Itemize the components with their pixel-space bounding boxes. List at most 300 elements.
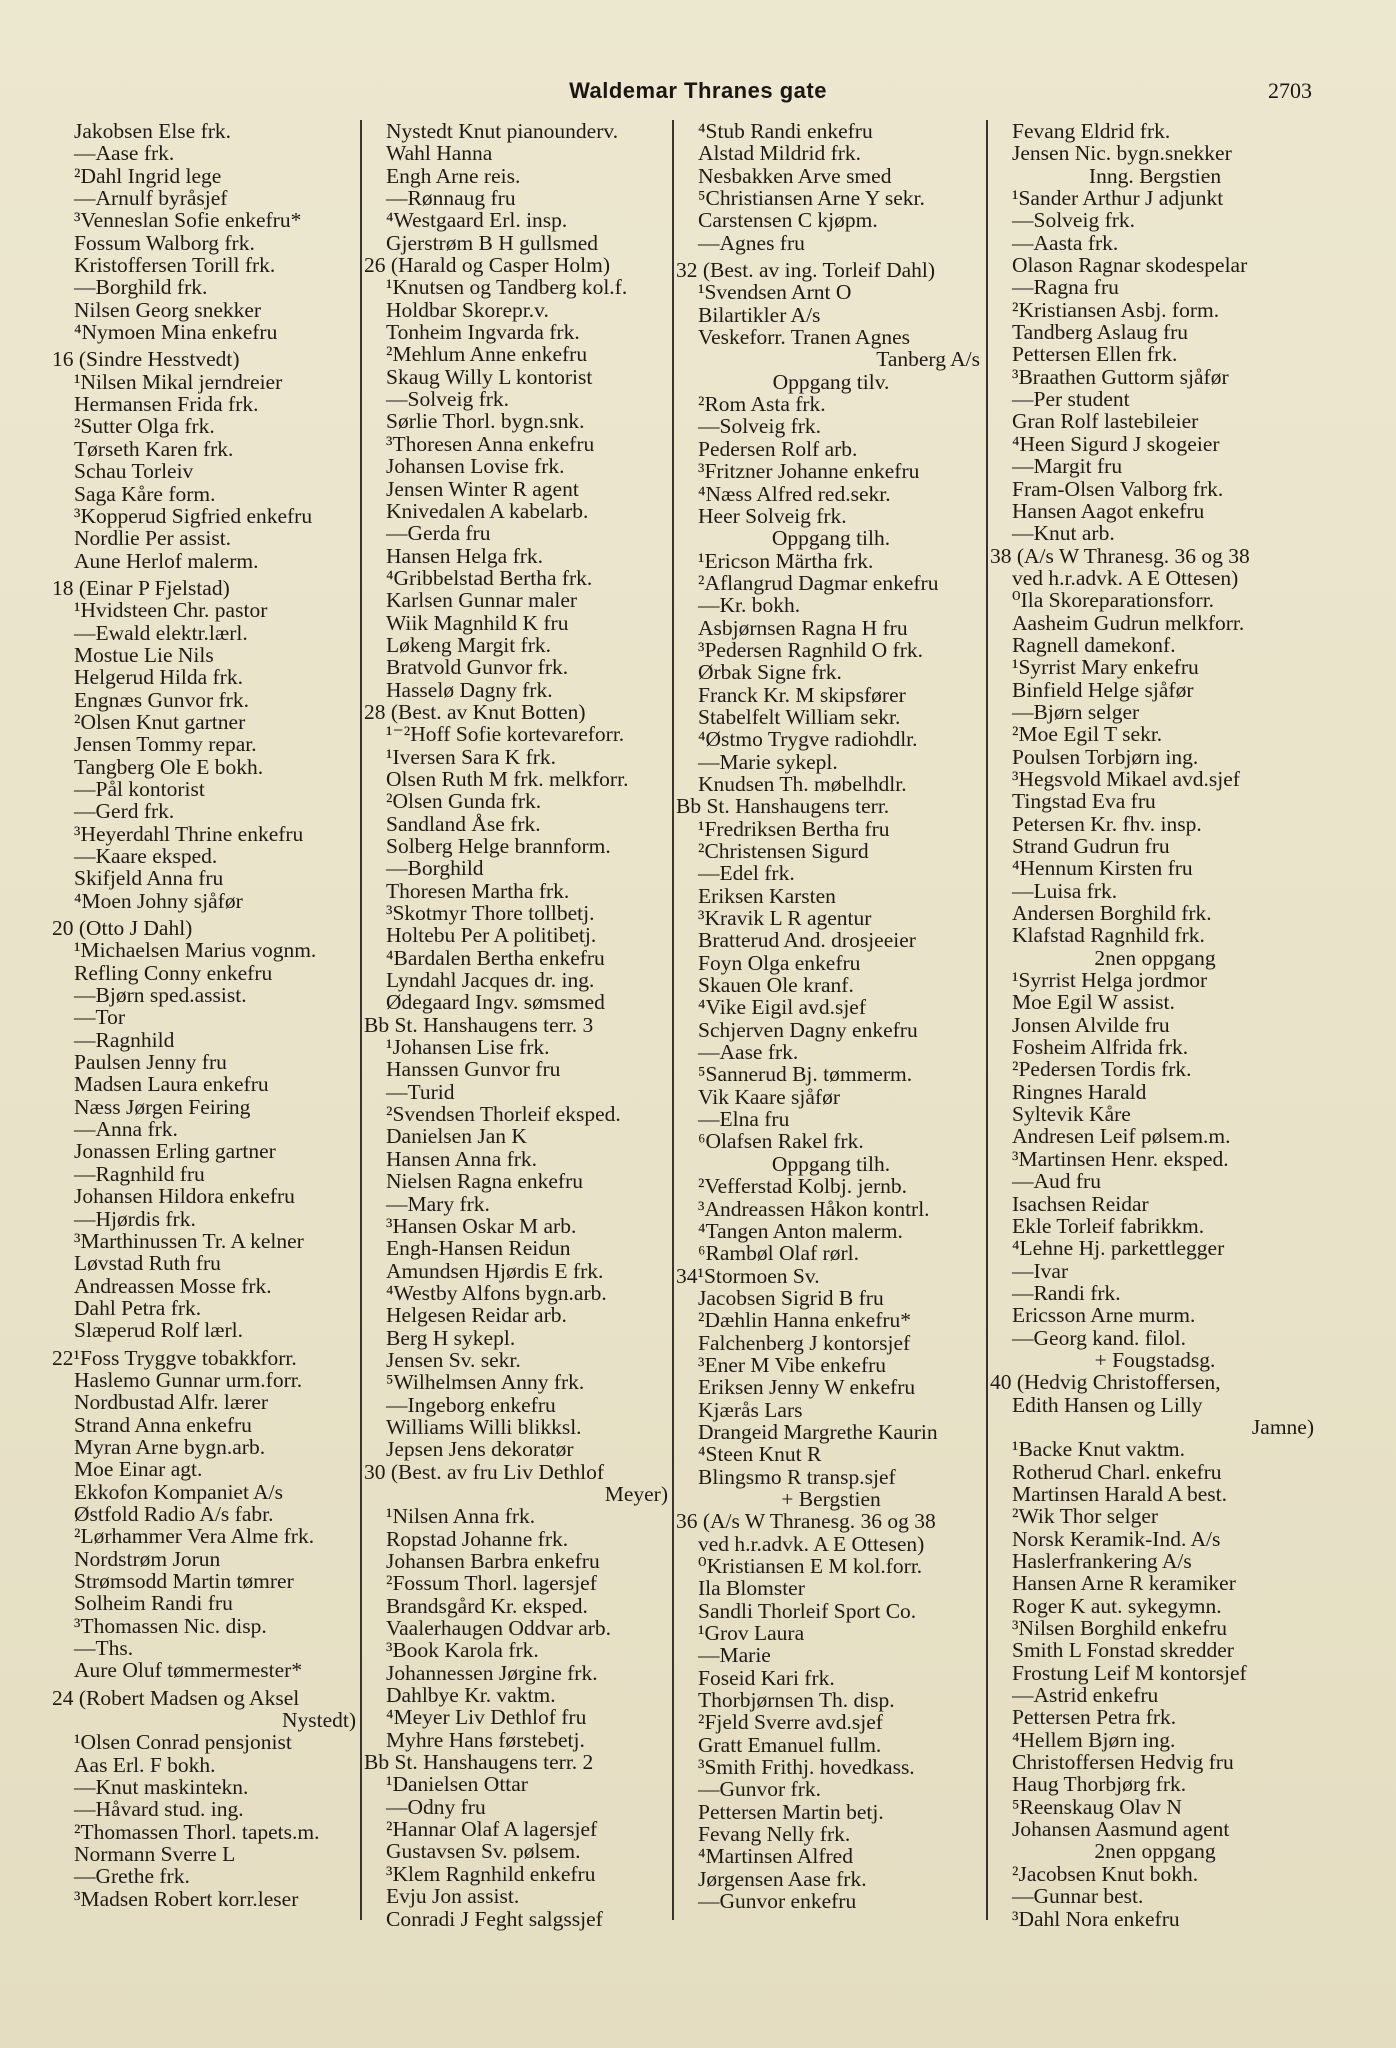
directory-entry: Bb St. Hanshaugens terr. 2 — [364, 1750, 594, 1775]
directory-entry: Pettersen Petra frk. — [1012, 1705, 1177, 1730]
directory-entry: Sandland Åse frk. — [386, 811, 541, 836]
directory-entry: Johansen Aasmund agent — [1012, 1817, 1230, 1842]
directory-entry: Olsen Ruth M frk. melkforr. — [386, 766, 629, 791]
directory-entry: 2nen oppgang — [1094, 1839, 1216, 1864]
directory-entry: ⁵Wilhelmsen Anny frk. — [386, 1370, 585, 1395]
directory-entry: Fossum Walborg frk. — [74, 230, 255, 255]
directory-entry: Gustavsen Sv. pølsem. — [386, 1839, 581, 1864]
directory-entry: —Knut arb. — [1012, 521, 1115, 546]
directory-entry: ³Ener M Vibe enkefru — [698, 1352, 887, 1377]
directory-entry: Gratt Emanuel fullm. — [698, 1732, 882, 1757]
directory-entry: ³Martinsen Henr. eksped. — [1012, 1146, 1229, 1171]
directory-entry: Næss Jørgen Feiring — [74, 1094, 251, 1119]
directory-entry: Kristoffersen Torill frk. — [74, 253, 276, 278]
directory-entry: Johansen Lovise frk. — [386, 454, 565, 479]
directory-entry: Nilsen Georg snekker — [74, 297, 262, 322]
directory-entry: Oppgang tilh. — [771, 526, 891, 551]
directory-entry: —Pål kontorist — [74, 776, 205, 801]
directory-entry: ⁴Østmo Trygve radiohdlr. — [698, 727, 918, 752]
directory-entry: 2nen oppgang — [1094, 945, 1216, 970]
directory-entry: Oppgang tilh. — [771, 1151, 891, 1176]
column-1 — [52, 120, 362, 2020]
directory-entry: ⁴Vike Eigil avd.sjef — [698, 995, 867, 1020]
directory-entry: —Gunnar best. — [1012, 1884, 1144, 1909]
directory-entry: Moe Einar agt. — [74, 1457, 203, 1482]
directory-entry: Solberg Helge brannform. — [386, 834, 611, 858]
directory-entry: Andersen Borghild frk. — [1012, 901, 1212, 926]
directory-entry: ⁵Christiansen Arne Y sekr. — [698, 186, 925, 211]
directory-entry: Bilartikler A/s — [698, 302, 821, 327]
directory-entry: Haslemo Gunnar urm.forr. — [74, 1367, 303, 1392]
directory-entry: —Ragnhild — [74, 1027, 175, 1052]
directory-entry: Skauen Ole kranf. — [698, 973, 854, 998]
directory-entry: Gjerstrøm B H gullsmed — [386, 230, 598, 255]
directory-entry: ²Olsen Gunda frk. — [386, 789, 542, 814]
directory-entry: Jensen Sv. sekr. — [386, 1347, 521, 1372]
directory-entry: Klafstad Ragnhild frk. — [1012, 923, 1205, 948]
directory-entry: ²Rom Asta frk. — [698, 392, 826, 417]
directory-entry: Løvstad Ruth fru — [74, 1251, 221, 1276]
directory-entry: Hansen Arne R keramiker — [1012, 1571, 1236, 1596]
directory-entry: ³Fritzner Johanne enkefru — [698, 459, 920, 484]
directory-entry: Karlsen Gunnar maler — [386, 588, 578, 613]
directory-entry: Foseid Kari frk. — [698, 1665, 835, 1690]
directory-entry: Eriksen Jenny W enkefru — [698, 1375, 916, 1400]
directory-entry: Moe Egil W assist. — [1012, 990, 1175, 1015]
directory-entry: Amundsen Hjørdis E frk. — [386, 1258, 604, 1283]
directory-entry: ³Hegsvold Mikael avd.sjef — [1012, 766, 1240, 791]
directory-entry: Aasheim Gudrun melkforr. — [1012, 610, 1245, 635]
directory-entry: Brandsgård Kr. eksped. — [386, 1593, 588, 1618]
directory-entry: ⁴Gribbelstad Bertha frk. — [386, 565, 593, 590]
directory-entry: Solheim Randi fru — [74, 1591, 233, 1616]
directory-entry: ²Moe Egil T sekr. — [1012, 722, 1163, 747]
directory-entry: ³Kravik L R agentur — [698, 906, 872, 931]
directory-entry: ⁴Meyer Liv Dethlof fru — [386, 1705, 587, 1730]
directory-entry: ¹Danielsen Ottar — [386, 1772, 528, 1797]
directory-entry: ¹Grov Laura — [698, 1621, 805, 1646]
directory-entry: —Marie — [698, 1643, 771, 1668]
directory-entry: —Bjørn sped.assist. — [74, 983, 247, 1008]
page-number: 2703 — [1268, 78, 1312, 103]
directory-entry: Jamne) — [1251, 1414, 1314, 1439]
column-3 — [676, 120, 986, 2020]
directory-entry: Strømsodd Martin tømrer — [74, 1569, 294, 1593]
directory-entry: —Edel frk. — [698, 861, 795, 886]
directory-entry: ²Jacobsen Knut bokh. — [1012, 1861, 1199, 1886]
directory-entry: ⁴Westgaard Erl. insp. — [386, 208, 568, 233]
directory-entry: Knudsen Th. møbelhdlr. — [698, 771, 907, 796]
directory-entry: —Aase frk. — [698, 1040, 799, 1065]
column-divider — [986, 120, 988, 1920]
directory-entry: —Marie sykepl. — [698, 749, 838, 774]
directory-entry: Blingsmo R transp.sjef — [698, 1464, 896, 1489]
directory-entry: Løkeng Margit frk. — [386, 632, 551, 657]
directory-entry: ³Dahl Nora enkefru — [1012, 1906, 1180, 1931]
directory-entry: Bratvold Gunvor frk. — [386, 655, 569, 680]
directory-entry: Nesbakken Arve smed — [698, 163, 892, 188]
directory-entry: ⁰Kristiansen E M kol.forr. — [698, 1554, 923, 1578]
directory-entry: Tonheim Ingvarda frk. — [386, 320, 580, 345]
directory-entry: Tingstad Eva fru — [1012, 789, 1156, 814]
directory-entry: 38 (A/s W Thranesg. 36 og 38 — [990, 543, 1250, 568]
directory-entry: Nordbustad Alfr. lærer — [74, 1390, 269, 1415]
directory-entry: —Solveig frk. — [386, 387, 510, 412]
directory-entry: Mostue Lie Nils — [74, 642, 214, 667]
directory-entry: Nielsen Ragna enkefru — [386, 1169, 584, 1194]
directory-entry: Jakobsen Else frk. — [74, 120, 232, 143]
directory-entry: Oppgang tilv. — [772, 369, 890, 394]
directory-entry: ³Klem Ragnhild enkefru — [386, 1861, 596, 1886]
directory-entry: ³Skotmyr Thore tollbetj. — [386, 901, 595, 926]
directory-entry: ⁴Nymoen Mina enkefru — [74, 320, 278, 345]
directory-entry: Fevang Eldrid frk. — [1012, 120, 1171, 143]
directory-entry: Hermansen Frida frk. — [74, 392, 259, 417]
directory-entry: —Borghild — [386, 856, 484, 881]
directory-entry: ⁴Tangen Anton malerm. — [698, 1218, 903, 1243]
directory-entry: ⁴Steen Knut R — [698, 1442, 822, 1467]
directory-entry: Dahlbye Kr. vaktm. — [386, 1683, 556, 1708]
directory-entry: Franck Kr. M skipsfører — [698, 682, 906, 707]
directory-entry: ²Pedersen Tordis frk. — [1012, 1057, 1192, 1082]
directory-entry: ¹Nilsen Mikal jerndreier — [74, 369, 283, 394]
directory-entry: —Ewald elektr.lærl. — [74, 620, 248, 645]
directory-entry: Nystedt Knut pianounderv. — [386, 120, 619, 143]
directory-entry: Refling Conny enkefru — [74, 960, 273, 985]
directory-entry: ²Vefferstad Kolbj. jernb. — [698, 1174, 908, 1199]
directory-entry: Holtebu Per A politibetj. — [386, 923, 597, 948]
directory-entry: ⁴Næss Alfred red.sekr. — [698, 481, 891, 506]
directory-entry: ²Svendsen Thorleif eksped. — [386, 1102, 621, 1127]
directory-entry: Christoffersen Hedvig fru — [1012, 1750, 1234, 1775]
directory-entry: ⁶Rambøl Olaf rørl. — [698, 1241, 859, 1266]
directory-entry: ¹Hvidsteen Chr. pastor — [74, 598, 268, 623]
directory-entry: Strand Anna enkefru — [74, 1412, 252, 1437]
directory-entry: ¹Backe Knut vaktm. — [1012, 1437, 1186, 1462]
directory-entry: ⁰Ila Skoreparationsforr. — [1012, 588, 1215, 613]
directory-entry: —Borghild frk. — [74, 275, 208, 300]
directory-entry: —Solveig frk. — [1012, 208, 1136, 233]
directory-entry: Ila Blomster — [698, 1576, 805, 1601]
directory-entry: Sørlie Thorl. bygn.snk. — [386, 409, 585, 434]
directory-entry: ⁴Hennum Kirsten fru — [1012, 856, 1193, 881]
directory-entry: ³Pedersen Ragnhild O frk. — [698, 637, 923, 662]
directory-entry: Vaalerhaugen Oddvar arb. — [386, 1616, 612, 1641]
directory-entry: Andresen Leif pølsem.m. — [1012, 1124, 1231, 1149]
directory-entry: ¹Sander Arthur J adjunkt — [1012, 186, 1224, 211]
directory-entry: ³Marthinussen Tr. A kelner — [74, 1228, 304, 1253]
directory-entry: 40 (Hedvig Christoffersen, — [990, 1370, 1221, 1395]
directory-entry: ⁶Olafsen Rakel frk. — [698, 1129, 864, 1154]
directory-entry: Jensen Tommy repar. — [74, 732, 257, 757]
directory-entry: —Turid — [386, 1079, 455, 1104]
directory-entry: ¹Knutsen og Tandberg kol.f. — [386, 275, 628, 300]
directory-entry: —Anna frk. — [74, 1117, 178, 1142]
directory-entry: ¹Syrrist Mary enkefru — [1012, 655, 1199, 680]
directory-entry: 16 (Sindre Hesstvedt) — [52, 347, 240, 372]
directory-entry: 24 (Robert Madsen og Aksel — [52, 1685, 300, 1710]
directory-entry: Ekle Torleif fabrikkm. — [1012, 1213, 1205, 1238]
directory-entry: ¹Iversen Sara K frk. — [386, 744, 557, 769]
directory-entry: ²Lørhammer Vera Alme frk. — [74, 1524, 315, 1549]
directory-entry: ³Kopperud Sigfried enkefru — [74, 503, 313, 528]
directory-entry: + Bergstien — [781, 1486, 881, 1511]
column-2 — [364, 120, 674, 2020]
directory-entry: Heer Solveig frk. — [698, 503, 847, 528]
directory-entry: Wiik Magnhild K fru — [386, 610, 569, 635]
directory-entry: ³Andreassen Håkon kontrl. — [698, 1196, 930, 1221]
directory-entry: Pettersen Martin betj. — [698, 1799, 884, 1824]
directory-entry: Jepsen Jens dekoratør — [386, 1437, 574, 1462]
directory-entry: Inng. Bergstien — [1088, 163, 1222, 188]
directory-entry: —Kaare eksped. — [74, 844, 218, 868]
directory-entry: ³Madsen Robert korr.leser — [74, 1886, 299, 1911]
directory-entry: —Per student — [1012, 387, 1130, 412]
directory-entry: ¹Michaelsen Marius vognm. — [74, 938, 317, 963]
directory-entry: ³Thoresen Anna enkefru — [386, 431, 595, 456]
directory-entry: 26 (Harald og Casper Holm) — [364, 253, 610, 278]
directory-entry: Evju Jon assist. — [386, 1884, 520, 1909]
directory-entry: Slæperud Rolf lærl. — [74, 1318, 244, 1343]
directory-entry: Tangberg Ole E bokh. — [74, 754, 264, 779]
directory-entry: Frostung Leif M kontorsjef — [1012, 1660, 1247, 1685]
directory-entry: ³Thomassen Nic. disp. — [74, 1613, 267, 1638]
directory-entry: Andreassen Mosse frk. — [74, 1273, 272, 1298]
directory-entry: Johansen Hildora enkefru — [74, 1184, 295, 1209]
directory-entry: —Ingeborg enkefru — [386, 1392, 556, 1417]
directory-entry: Ropstad Johanne frk. — [386, 1526, 569, 1551]
directory-entry: ⁴Stub Randi enkefru — [698, 120, 873, 143]
directory-entry: Schjerven Dagny enkefru — [698, 1017, 918, 1042]
directory-entry: Tanberg A/s — [876, 347, 980, 372]
directory-entry: ²Dahl Ingrid lege — [74, 163, 222, 188]
column-4 — [990, 120, 1320, 2020]
directory-entry: Johannessen Jørgine frk. — [386, 1660, 598, 1685]
directory-entry: Ørbak Signe frk. — [698, 660, 842, 685]
directory-entry: —Tor — [74, 1005, 126, 1030]
directory-entry: —Elna fru — [698, 1107, 790, 1132]
directory-entry: ⁵Reenskaug Olav N — [1012, 1794, 1182, 1819]
directory-entry: Nordstrøm Jorun — [74, 1546, 221, 1571]
directory-entry: Pettersen Ellen frk. — [1012, 342, 1178, 367]
directory-entry: Thorbjørnsen Th. disp. — [698, 1688, 895, 1713]
directory-entry: Conradi J Feght salgssjef — [386, 1906, 603, 1931]
directory-entry: ¹Syrrist Helga jordmor — [1012, 968, 1208, 993]
directory-entry: Ericsson Arne murm. — [1012, 1303, 1196, 1328]
directory-entry: —Knut maskintekn. — [74, 1775, 249, 1800]
directory-entry: Hanssen Gunvor fru — [386, 1057, 561, 1082]
directory-entry: Norsk Keramik-Ind. A/s — [1012, 1526, 1221, 1551]
directory-entry: Carstensen C kjøpm. — [698, 208, 878, 233]
directory-entry: Dahl Petra frk. — [74, 1295, 202, 1320]
directory-entry: —Gerd frk. — [74, 799, 175, 824]
directory-entry: Skifjeld Anna fru — [74, 866, 224, 891]
directory-entry: ³Nilsen Borghild enkefru — [1012, 1616, 1228, 1641]
directory-entry: ¹Olsen Conrad pensjonist — [74, 1730, 292, 1755]
directory-entry: ⁴Martinsen Alfred — [698, 1844, 853, 1869]
directory-entry: 34¹Stormoen Sv. — [676, 1263, 820, 1288]
directory-entry: —Mary frk. — [386, 1191, 490, 1216]
directory-entry: Rotherud Charl. enkefru — [1012, 1459, 1222, 1484]
directory-entry: Ragnell damekonf. — [1012, 632, 1176, 657]
directory-entry: Johansen Barbra enkefru — [386, 1549, 600, 1573]
directory-entry: —Aase frk. — [74, 141, 175, 166]
directory-entry: Lyndahl Jacques dr. ing. — [386, 968, 595, 993]
directory-entry: Tandberg Aslaug fru — [1012, 320, 1189, 345]
directory-entry: Eriksen Karsten — [698, 883, 836, 908]
directory-entry: ⁵Sannerud Bj. tømmerm. — [698, 1062, 913, 1087]
directory-entry: Nystedt) — [281, 1708, 356, 1733]
directory-entry: Martinsen Harald A best. — [1012, 1481, 1227, 1506]
directory-entry: Pedersen Rolf arb. — [698, 436, 858, 461]
directory-entry: ²Christensen Sigurd — [698, 839, 869, 863]
directory-entry: Knivedalen A kabelarb. — [386, 498, 589, 523]
directory-entry: Asbjørnsen Ragna H fru — [698, 615, 908, 640]
directory-entry: Paulsen Jenny fru — [74, 1050, 227, 1075]
directory-entry: —Astrid enkefru — [1012, 1683, 1159, 1708]
directory-entry: Jonassen Erling gartner — [74, 1139, 276, 1164]
directory-entry: —Luisa frk. — [1012, 878, 1118, 903]
directory-entry: ¹Johansen Lise frk. — [386, 1035, 550, 1060]
directory-entry: Veskeforr. Tranen Agnes — [698, 325, 910, 350]
directory-entry: ²Dæhlin Hanna enkefru* — [698, 1308, 912, 1333]
directory-entry: Jacobsen Sigrid B fru — [698, 1285, 884, 1310]
directory-entry: ⁴Hellem Bjørn ing. — [1012, 1727, 1176, 1752]
directory-entry: Østfold Radio A/s fabr. — [74, 1501, 274, 1526]
directory-entry: ⁴Westby Alfons bygn.arb. — [386, 1280, 607, 1305]
directory-entry: Vik Kaare sjåfør — [698, 1084, 840, 1109]
directory-entry: Jensen Nic. bygn.snekker — [1012, 141, 1232, 166]
directory-entry: —Kr. bokh. — [698, 593, 801, 618]
directory-entry: Jørgensen Aase frk. — [698, 1866, 867, 1891]
directory-entry: —Grethe frk. — [74, 1864, 190, 1889]
directory-entry: Bratterud And. drosjeeier — [698, 928, 916, 953]
directory-entry: Aas Erl. F bokh. — [74, 1752, 216, 1777]
directory-entry: ²Fjeld Sverre avd.sjef — [698, 1710, 883, 1735]
directory-entry: —Ragnhild fru — [74, 1161, 205, 1186]
directory-entry: ³Heyerdahl Thrine enkefru — [74, 821, 304, 846]
directory-entry: ²Fossum Thorl. lagersjef — [386, 1571, 597, 1596]
directory-entry: Ødegaard Ingv. sømsmed — [386, 990, 605, 1015]
directory-entry: ved h.r.advk. A E Ottesen) — [698, 1531, 925, 1556]
directory-entry: —Margit fru — [1012, 454, 1123, 479]
directory-entry: Myran Arne bygn.arb. — [74, 1434, 266, 1459]
directory-entry: ³Smith Frithj. hovedkass. — [698, 1755, 915, 1780]
directory-entry: —Aud fru — [1012, 1169, 1101, 1194]
directory-entry: Fosheim Alfrida frk. — [1012, 1035, 1189, 1060]
directory-entry: Isachsen Reidar — [1012, 1191, 1149, 1216]
directory-entry: —Bjørn selger — [1012, 699, 1140, 724]
directory-entry: —Gerda fru — [386, 521, 491, 546]
directory-entry: ¹⁻²Hoff Sofie kortevareforr. — [386, 722, 625, 747]
directory-entry: Olason Ragnar skodespelar — [1012, 253, 1248, 278]
directory-entry: Schau Torleiv — [74, 459, 194, 484]
directory-entry: ¹Ericson Märtha frk. — [698, 548, 874, 573]
directory-entry: 32 (Best. av ing. Torleif Dahl) — [676, 258, 936, 283]
directory-entry: —Hjørdis frk. — [74, 1206, 196, 1231]
directory-entry: Binfield Helge sjåfør — [1012, 677, 1194, 702]
directory-entry: Hansen Helga frk. — [386, 543, 544, 568]
directory-entry: ⁴Heen Sigurd J skogeier — [1012, 431, 1220, 456]
directory-entry: Haug Thorbjørg frk. — [1012, 1772, 1187, 1797]
directory-entry: ²Olsen Knut gartner — [74, 709, 246, 734]
directory-entry: —Odny fru — [386, 1794, 486, 1819]
directory-entry: Bb St. Hanshaugens terr. — [676, 794, 890, 819]
directory-entry: ³Hansen Oskar M arb. — [386, 1213, 577, 1238]
street-title: Waldemar Thranes gate — [569, 78, 827, 103]
directory-entry: Thoresen Martha frk. — [386, 878, 570, 903]
directory-entry: ³Braathen Guttorm sjåfør — [1012, 364, 1229, 389]
directory-entry: Drangeid Margrethe Kaurin — [698, 1419, 938, 1444]
directory-entry: —Randi frk. — [1012, 1280, 1121, 1305]
directory-entry: ¹Svendsen Arnt O — [698, 280, 852, 305]
directory-entry: —Håvard stud. ing. — [74, 1797, 244, 1822]
directory-entry: Berg H sykepl. — [386, 1325, 516, 1350]
directory-entry: 36 (A/s W Thranesg. 36 og 38 — [676, 1509, 936, 1534]
page-header — [0, 78, 1396, 112]
directory-entry: ¹Fredriksen Bertha fru — [698, 816, 890, 841]
directory-entry: ¹Nilsen Anna frk. — [386, 1504, 536, 1529]
directory-entry: Helgerud Hilda frk. — [74, 665, 243, 690]
directory-entry: Saga Kåre form. — [74, 481, 216, 506]
directory-entry: Holdbar Skorepr.v. — [386, 297, 549, 322]
directory-entry: 30 (Best. av fru Liv Dethlof — [364, 1459, 605, 1484]
directory-entry: Helgesen Reidar arb. — [386, 1303, 567, 1328]
directory-entry: Normann Sverre L — [74, 1842, 236, 1867]
directory-entry: Gran Rolf lastebileier — [1012, 409, 1199, 434]
directory-entry: —Rønnaug fru — [386, 186, 516, 211]
directory-entry: Fram-Olsen Valborg frk. — [1012, 476, 1224, 501]
directory-entry: —Gunvor frk. — [698, 1777, 822, 1802]
directory-entry: Edith Hansen og Lilly — [1012, 1392, 1203, 1417]
directory-entry: ²Kristiansen Asbj. form. — [1012, 297, 1220, 322]
directory-entry: Kjærås Lars — [698, 1397, 803, 1422]
directory-entry: ³Venneslan Sofie enkefru* — [74, 208, 302, 233]
directory-entry: 22¹Foss Tryggve tobakkforr. — [52, 1345, 297, 1370]
directory-entry: Hansen Anna frk. — [386, 1146, 538, 1171]
directory-entry: —Arnulf byråsjef — [74, 186, 228, 211]
directory-entry: —Gunvor enkefru — [698, 1889, 857, 1914]
directory-entry: Falchenberg J kontorsjef — [698, 1330, 911, 1355]
directory-entry: Ekkofon Kompaniet A/s — [74, 1479, 284, 1504]
directory-entry: Haslerfrankering A/s — [1012, 1549, 1192, 1573]
directory-entry: Danielsen Jan K — [386, 1124, 527, 1149]
directory-entry: ³Book Karola frk. — [386, 1638, 539, 1663]
directory-entry: Tørseth Karen frk. — [74, 436, 234, 461]
directory-entry: Ringnes Harald — [1012, 1079, 1147, 1104]
directory-entry: 20 (Otto J Dahl) — [52, 916, 193, 941]
directory-entry: ⁴Lehne Hj. parkettlegger — [1012, 1236, 1225, 1261]
directory-entry: 18 (Einar P Fjelstad) — [52, 575, 230, 600]
directory-entry: Aure Oluf tømmermester* — [74, 1658, 303, 1683]
directory-entry: Syltevik Kåre — [1012, 1102, 1131, 1127]
directory-entry: Engh-Hansen Reidun — [386, 1236, 571, 1261]
directory-entry: —Ths. — [74, 1636, 134, 1661]
directory-entry: Engh Arne reis. — [386, 163, 521, 188]
directory-entry: ved h.r.advk. A E Ottesen) — [1012, 565, 1239, 590]
directory-entry: ⁴Bardalen Bertha enkefru — [386, 945, 605, 970]
directory-entry: Poulsen Torbjørn ing. — [1012, 744, 1199, 769]
directory-entry: + Fougstadsg. — [1094, 1347, 1216, 1372]
directory-entry: —Georg kand. filol. — [1012, 1325, 1186, 1350]
directory-entry: Jonsen Alvilde fru — [1012, 1012, 1170, 1037]
directory-entry: —Agnes fru — [698, 230, 805, 255]
directory-entry: Stabelfelt William sekr. — [698, 704, 901, 729]
directory-entry: ²Aflangrud Dagmar enkefru — [698, 570, 939, 595]
directory-entry: Petersen Kr. fhv. insp. — [1012, 811, 1202, 836]
directory-entry: Meyer) — [604, 1481, 668, 1506]
directory-entry: ²Wik Thor selger — [1012, 1504, 1159, 1529]
